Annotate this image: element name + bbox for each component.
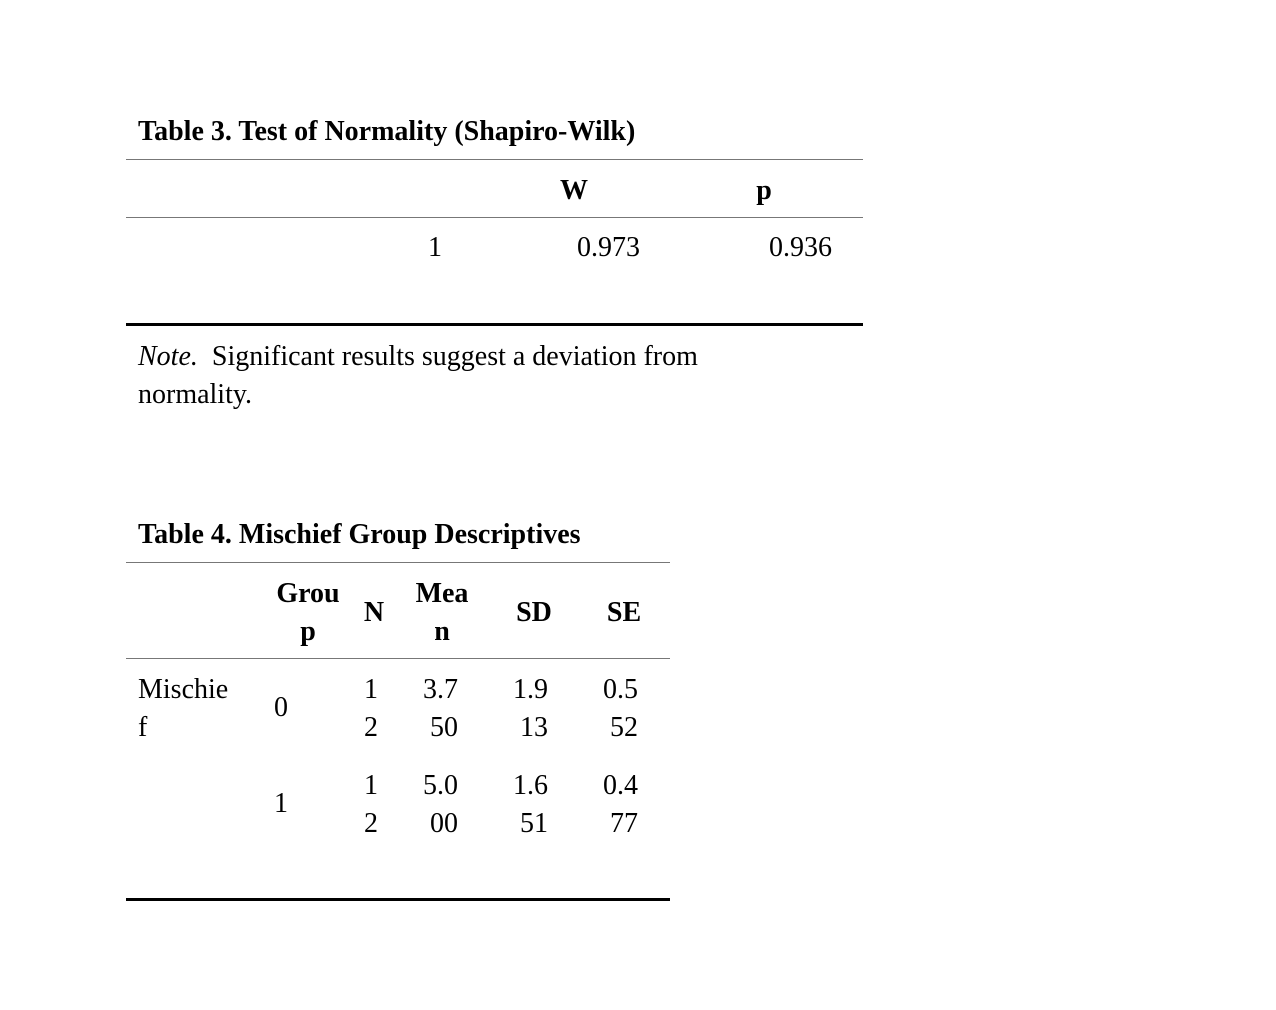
table-4-header-mean: Mean — [415, 578, 469, 647]
table-4-row-2-group: 1 — [274, 788, 288, 819]
table-4-row-1-mean: 3.750 — [423, 674, 458, 743]
table-3-note-prefix: Note. — [138, 341, 198, 372]
table-3-header-p: p — [756, 175, 772, 206]
table-3 — [126, 110, 863, 420]
table-4-caption: Table 4. Mischief Group Descriptives — [138, 519, 581, 550]
table-3-note-text: Significant results suggest a deviation from normality. — [138, 341, 698, 410]
table-3-row-group: 1 — [428, 232, 442, 263]
table-4-header-se: SE — [606, 597, 642, 628]
table-4 — [126, 513, 670, 913]
table-4-header-n: N — [363, 597, 385, 628]
table-3-header-w: W — [560, 175, 588, 206]
table-3-note — [138, 338, 758, 414]
table-4-top-rule — [126, 562, 670, 563]
table-3-row-w: 0.973 — [577, 232, 640, 263]
table-4-bottom-rule — [126, 898, 670, 901]
table-3-header-rule — [126, 217, 863, 218]
table-4-row-2-mean: 5.000 — [423, 770, 458, 839]
table-4-row-2-n: 12 — [364, 770, 378, 839]
table-3-top-rule — [126, 159, 863, 160]
table-4-row-1-se: 0.552 — [603, 674, 638, 743]
table-3-caption: Table 3. Test of Normality (Shapiro-Wilk) — [138, 116, 636, 147]
table-3-bottom-rule — [126, 323, 863, 326]
table-4-row-1-sd: 1.913 — [513, 674, 548, 743]
table-4-row-2-se: 0.477 — [603, 770, 638, 839]
table-4-row-1-n: 12 — [364, 674, 378, 743]
table-4-row-1-variable: Mischief — [138, 674, 229, 743]
table-4-header-rule — [126, 658, 670, 659]
table-4-row-1-group: 0 — [274, 692, 288, 723]
table-4-header-sd: SD — [516, 597, 552, 628]
table-4-row-2-sd: 1.651 — [513, 770, 548, 839]
table-3-row-p: 0.936 — [769, 232, 832, 263]
table-4-header-group: Group — [276, 578, 340, 647]
